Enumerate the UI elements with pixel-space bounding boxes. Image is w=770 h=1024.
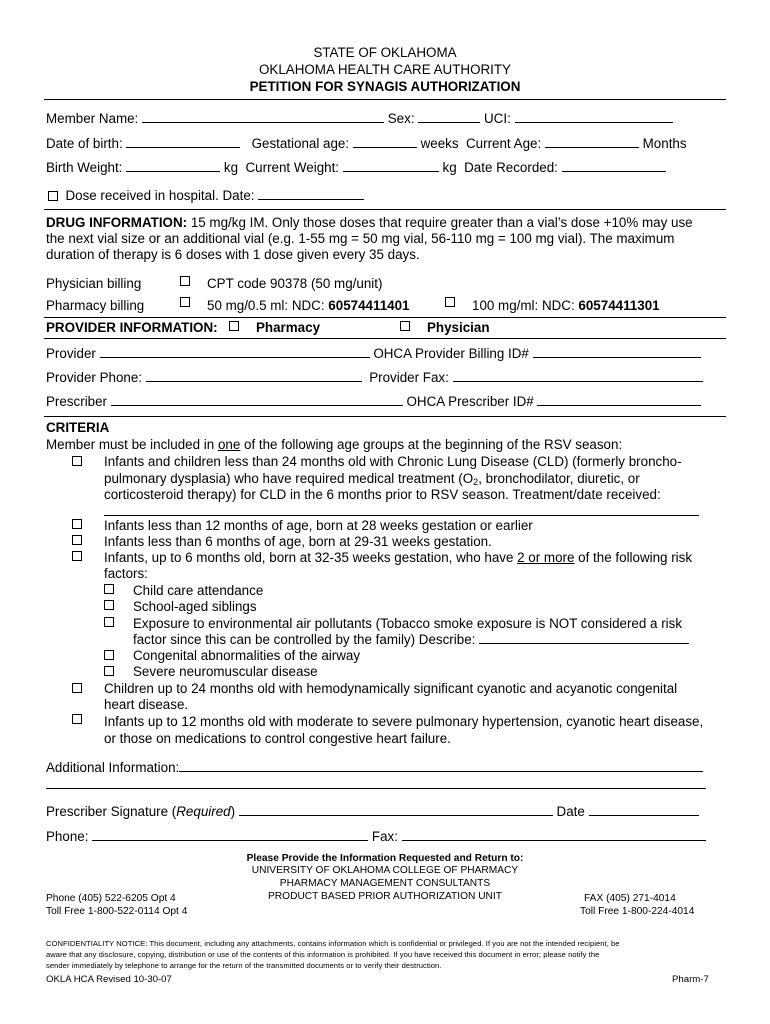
drug-info-line1 (46, 215, 693, 231)
provider-info-heading-row (46, 320, 218, 336)
gest-age-label: Gestational age: (251, 136, 350, 151)
contact-phone-field[interactable] (92, 829, 368, 841)
prescriber-row (46, 394, 701, 410)
ndc-50mg-checkbox[interactable] (180, 297, 190, 307)
physician-label: Physician (427, 320, 490, 335)
ndc-100mg-label: 100 mg/ml: NDC: (472, 298, 579, 313)
ndc-50mg-label: 50 mg/0.5 ml: NDC: (207, 298, 329, 313)
header-divider (44, 99, 726, 100)
signature-label-a: Prescriber Signature ( (46, 804, 177, 819)
confidentiality-line1: CONFIDENTIALITY NOTICE: This document, including any attachments, contains information which is confidential or privileged. If you are not the intended recipient, be (46, 939, 620, 948)
agency-title: OKLAHOMA HEALTH CARE AUTHORITY (259, 62, 511, 77)
form-title: PETITION FOR SYNAGIS AUTHORIZATION (249, 79, 521, 94)
kg-label-2: kg (442, 160, 457, 175)
criteria-intro-one: one (217, 437, 241, 452)
prescriber-id-label: OHCA Prescriber ID# (406, 394, 534, 409)
provider-divider (44, 338, 726, 339)
member-name-field[interactable] (142, 111, 384, 123)
risk-pollutants-checkbox[interactable] (104, 617, 114, 627)
contact-row (46, 829, 706, 845)
criteria-chd-checkbox[interactable] (72, 683, 82, 693)
date-recorded-field[interactable] (562, 160, 666, 172)
criteria-29-31wk-checkbox[interactable] (72, 535, 82, 545)
risk-siblings-checkbox[interactable] (104, 600, 114, 610)
provider-label: Provider (46, 346, 96, 361)
months-label: Months (642, 136, 687, 151)
weeks-label: weeks (420, 136, 459, 151)
uci-label: UCI: (484, 111, 511, 126)
drug-info-text1: 15 mg/kg IM. Only those doses that require greater than a vial’s dose +10% may use (187, 215, 693, 230)
prescriber-id-field[interactable] (537, 394, 701, 406)
criteria-32-35wk-b: of the following risk (574, 550, 693, 565)
state-title: STATE OF OKLAHOMA (313, 45, 457, 60)
ndc-50mg-option (207, 298, 409, 314)
ndc-100mg-checkbox[interactable] (445, 297, 455, 307)
criteria-pulm-htn-line1: Infants up to 12 months old with moderate to severe pulmonary hypertension, cyanotic heart disease, (104, 714, 704, 729)
weight-row (46, 160, 666, 176)
birth-weight-label: Birth Weight: (46, 160, 123, 175)
return-org-3: PRODUCT BASED PRIOR AUTHORIZATION UNIT (268, 891, 502, 902)
drug-info-heading: DRUG INFORMATION: (46, 215, 188, 230)
criteria-chd-line2: heart disease. (104, 697, 189, 712)
risk-airway-label: Congenital abnormalities of the airway (133, 648, 361, 663)
revision-note: OKLA HCA Revised 10-30-07 (46, 974, 172, 985)
criteria-cld-line3: corticosteroid therapy) for CLD in the 6 months prior to RSV season. Treatment/date received: (104, 487, 661, 502)
member-name-row (46, 111, 673, 127)
criteria-cld-subscript: 2 (473, 477, 479, 487)
signature-date-field[interactable] (589, 804, 699, 816)
criteria-32-35wk-line2: factors: (104, 566, 148, 581)
criteria-intro-a: Member must be included in (46, 437, 218, 452)
sex-field[interactable] (418, 111, 480, 123)
current-weight-field[interactable] (343, 160, 439, 172)
criteria-cld-line2b: , bronchodilator, diuretic, or (478, 471, 640, 486)
risk-siblings-label: School-aged siblings (133, 599, 257, 614)
provider-info-heading: PROVIDER INFORMATION (46, 320, 214, 335)
signature-row (46, 804, 699, 820)
provider-phone-row (46, 370, 703, 386)
provider-fax-label: Provider Fax: (369, 370, 449, 385)
dob-label: Date of birth: (46, 136, 123, 151)
current-age-field[interactable] (545, 136, 639, 148)
provider-field[interactable] (100, 346, 370, 358)
billing-id-field[interactable] (533, 346, 701, 358)
additional-info-label: Additional Information: (46, 760, 180, 775)
ndc-100mg-option (472, 298, 660, 314)
additional-info-field[interactable] (179, 760, 703, 772)
drug-info-line3: duration of therapy is 6 doses with 1 dose given every 35 days. (46, 247, 420, 262)
member-name-label: Member Name: (46, 111, 139, 126)
criteria-divider (44, 416, 726, 417)
ndc-100mg-number: 60574411301 (578, 298, 660, 313)
criteria-28wk-label: Infants less than 12 months of age, born at 28 weeks gestation or earlier (104, 518, 533, 533)
pharmacy-billing-label: Pharmacy billing (46, 298, 145, 313)
additional-info-row (46, 760, 703, 776)
uci-field[interactable] (515, 111, 673, 123)
member-divider (44, 209, 726, 210)
drug-divider (44, 317, 726, 318)
return-org-1: UNIVERSITY OF OKLAHOMA COLLEGE OF PHARMACY (251, 865, 519, 876)
prescriber-label: Prescriber (46, 394, 108, 409)
criteria-32-35wk-a: Infants, up to 6 months old, born at 32-35 weeks gestation, who have (104, 550, 518, 565)
physician-billing-label: Physician billing (46, 276, 142, 291)
criteria-intro (46, 437, 622, 453)
criteria-intro-b: of the following age groups at the beginning of the RSV season: (240, 437, 623, 452)
return-org-2: PHARMACY MANAGEMENT CONSULTANTS (279, 878, 491, 889)
dose-hospital-date-field[interactable] (258, 188, 364, 200)
criteria-32-35wk-checkbox[interactable] (72, 551, 82, 561)
signature-required: Required (176, 804, 231, 819)
contact-fax-field[interactable] (402, 829, 706, 841)
criteria-cld-checkbox[interactable] (72, 456, 82, 466)
risk-child-care-checkbox[interactable] (104, 584, 114, 594)
provider-info-colon: : (213, 320, 218, 335)
criteria-pulm-htn-checkbox[interactable] (72, 714, 82, 724)
confidentiality-line3: sender immediately by telephone to arrange for the return of the transmitted documents or to verify their destruction. (46, 961, 442, 970)
prescriber-field[interactable] (111, 394, 403, 406)
confidentiality-line2: aware that any disclosure, copying, distribution or use of the contents of this information is prohibited. If you have received this document in error; please notify the (46, 950, 600, 959)
cpt-label: CPT code 90378 (50 mg/unit) (207, 276, 383, 291)
dose-hospital-row (48, 188, 364, 204)
criteria-29-31wk-label: Infants less than 6 months of age, born at 29-31 weeks gestation. (104, 534, 492, 549)
return-heading: Please Provide the Information Requested and Return to: (246, 853, 524, 864)
treatment-date-field[interactable] (104, 505, 699, 516)
criteria-cld-line1: Infants and children less than 24 months old with Chronic Lung Disease (CLD) (formerly broncho- (104, 454, 682, 469)
dob-field[interactable] (126, 136, 240, 148)
risk-pollutants-line2 (133, 632, 689, 648)
date-recorded-label: Date Recorded: (464, 160, 558, 175)
pharmacy-label: Pharmacy (256, 320, 321, 335)
criteria-cld-line2a: pulmonary dysplasia) who have required medical treatment (O (104, 471, 474, 486)
physician-checkbox[interactable] (400, 321, 410, 331)
pharmacy-checkbox[interactable] (229, 321, 239, 331)
provider-row (46, 346, 701, 362)
additional-info-field-line2[interactable] (46, 778, 706, 789)
risk-pollutants-describe-field[interactable] (479, 632, 689, 644)
risk-pollutants-line1: Exposure to environmental air pollutants (Tobacco smoke exposure is NOT considered a risk (133, 616, 683, 631)
provider-phone-field[interactable] (146, 370, 362, 382)
ndc-50mg-number: 60574411401 (328, 298, 410, 313)
risk-child-care-label: Child care attendance (133, 583, 264, 598)
contact-phone-label: Phone: (46, 829, 89, 844)
dob-row (46, 136, 687, 152)
footer-fax: FAX (405) 271-4014 (584, 893, 676, 904)
cpt-checkbox[interactable] (180, 276, 190, 286)
criteria-32-35wk-two-or-more: 2 or more (517, 550, 575, 565)
criteria-chd-line1: Children up to 24 months old with hemodynamically significant cyanotic and acyanotic congenital (104, 681, 678, 696)
current-age-label: Current Age: (466, 136, 542, 151)
gest-age-field[interactable] (353, 136, 417, 148)
drug-info-line2: the next vial size or an additional vial (e.g. 1-55 mg = 50 mg vial, 56-110 mg = 100 mg vial). The maximum (46, 231, 675, 246)
birth-weight-field[interactable] (126, 160, 220, 172)
footer-phone: Phone (405) 522-6205 Opt 4 (46, 893, 176, 904)
current-weight-label: Current Weight: (245, 160, 340, 175)
footer-tollfree-right: Toll Free 1-800-224-4014 (580, 906, 695, 917)
form-id: Pharm-7 (672, 974, 709, 985)
signature-date-label: Date (556, 804, 585, 819)
dose-hospital-checkbox[interactable] (48, 191, 58, 201)
billing-id-label: OHCA Provider Billing ID# (373, 346, 529, 361)
risk-neuromuscular-checkbox[interactable] (104, 666, 114, 676)
criteria-pulm-htn-line2: or those on medications to control congestive heart failure. (104, 731, 451, 746)
signature-field[interactable] (239, 804, 553, 816)
criteria-32-35wk-line1 (104, 550, 692, 566)
sex-label: Sex: (387, 111, 415, 126)
risk-neuromuscular-label: Severe neuromuscular disease (133, 664, 318, 679)
provider-fax-field[interactable] (453, 370, 703, 382)
kg-label-1: kg (223, 160, 239, 175)
footer-tollfree-left: Toll Free 1-800-522-0114 Opt 4 (46, 906, 188, 917)
dose-hospital-label: Dose received in hospital. Date: (65, 188, 255, 203)
risk-pollutants-describe-label: factor since this can be controlled by the family) Describe: (133, 632, 476, 647)
criteria-heading: CRITERIA (46, 420, 110, 435)
risk-airway-checkbox[interactable] (104, 650, 114, 660)
provider-phone-label: Provider Phone: (46, 370, 143, 385)
criteria-28wk-checkbox[interactable] (72, 519, 82, 529)
contact-fax-label: Fax: (371, 829, 398, 844)
signature-label-b: ) (230, 804, 236, 819)
